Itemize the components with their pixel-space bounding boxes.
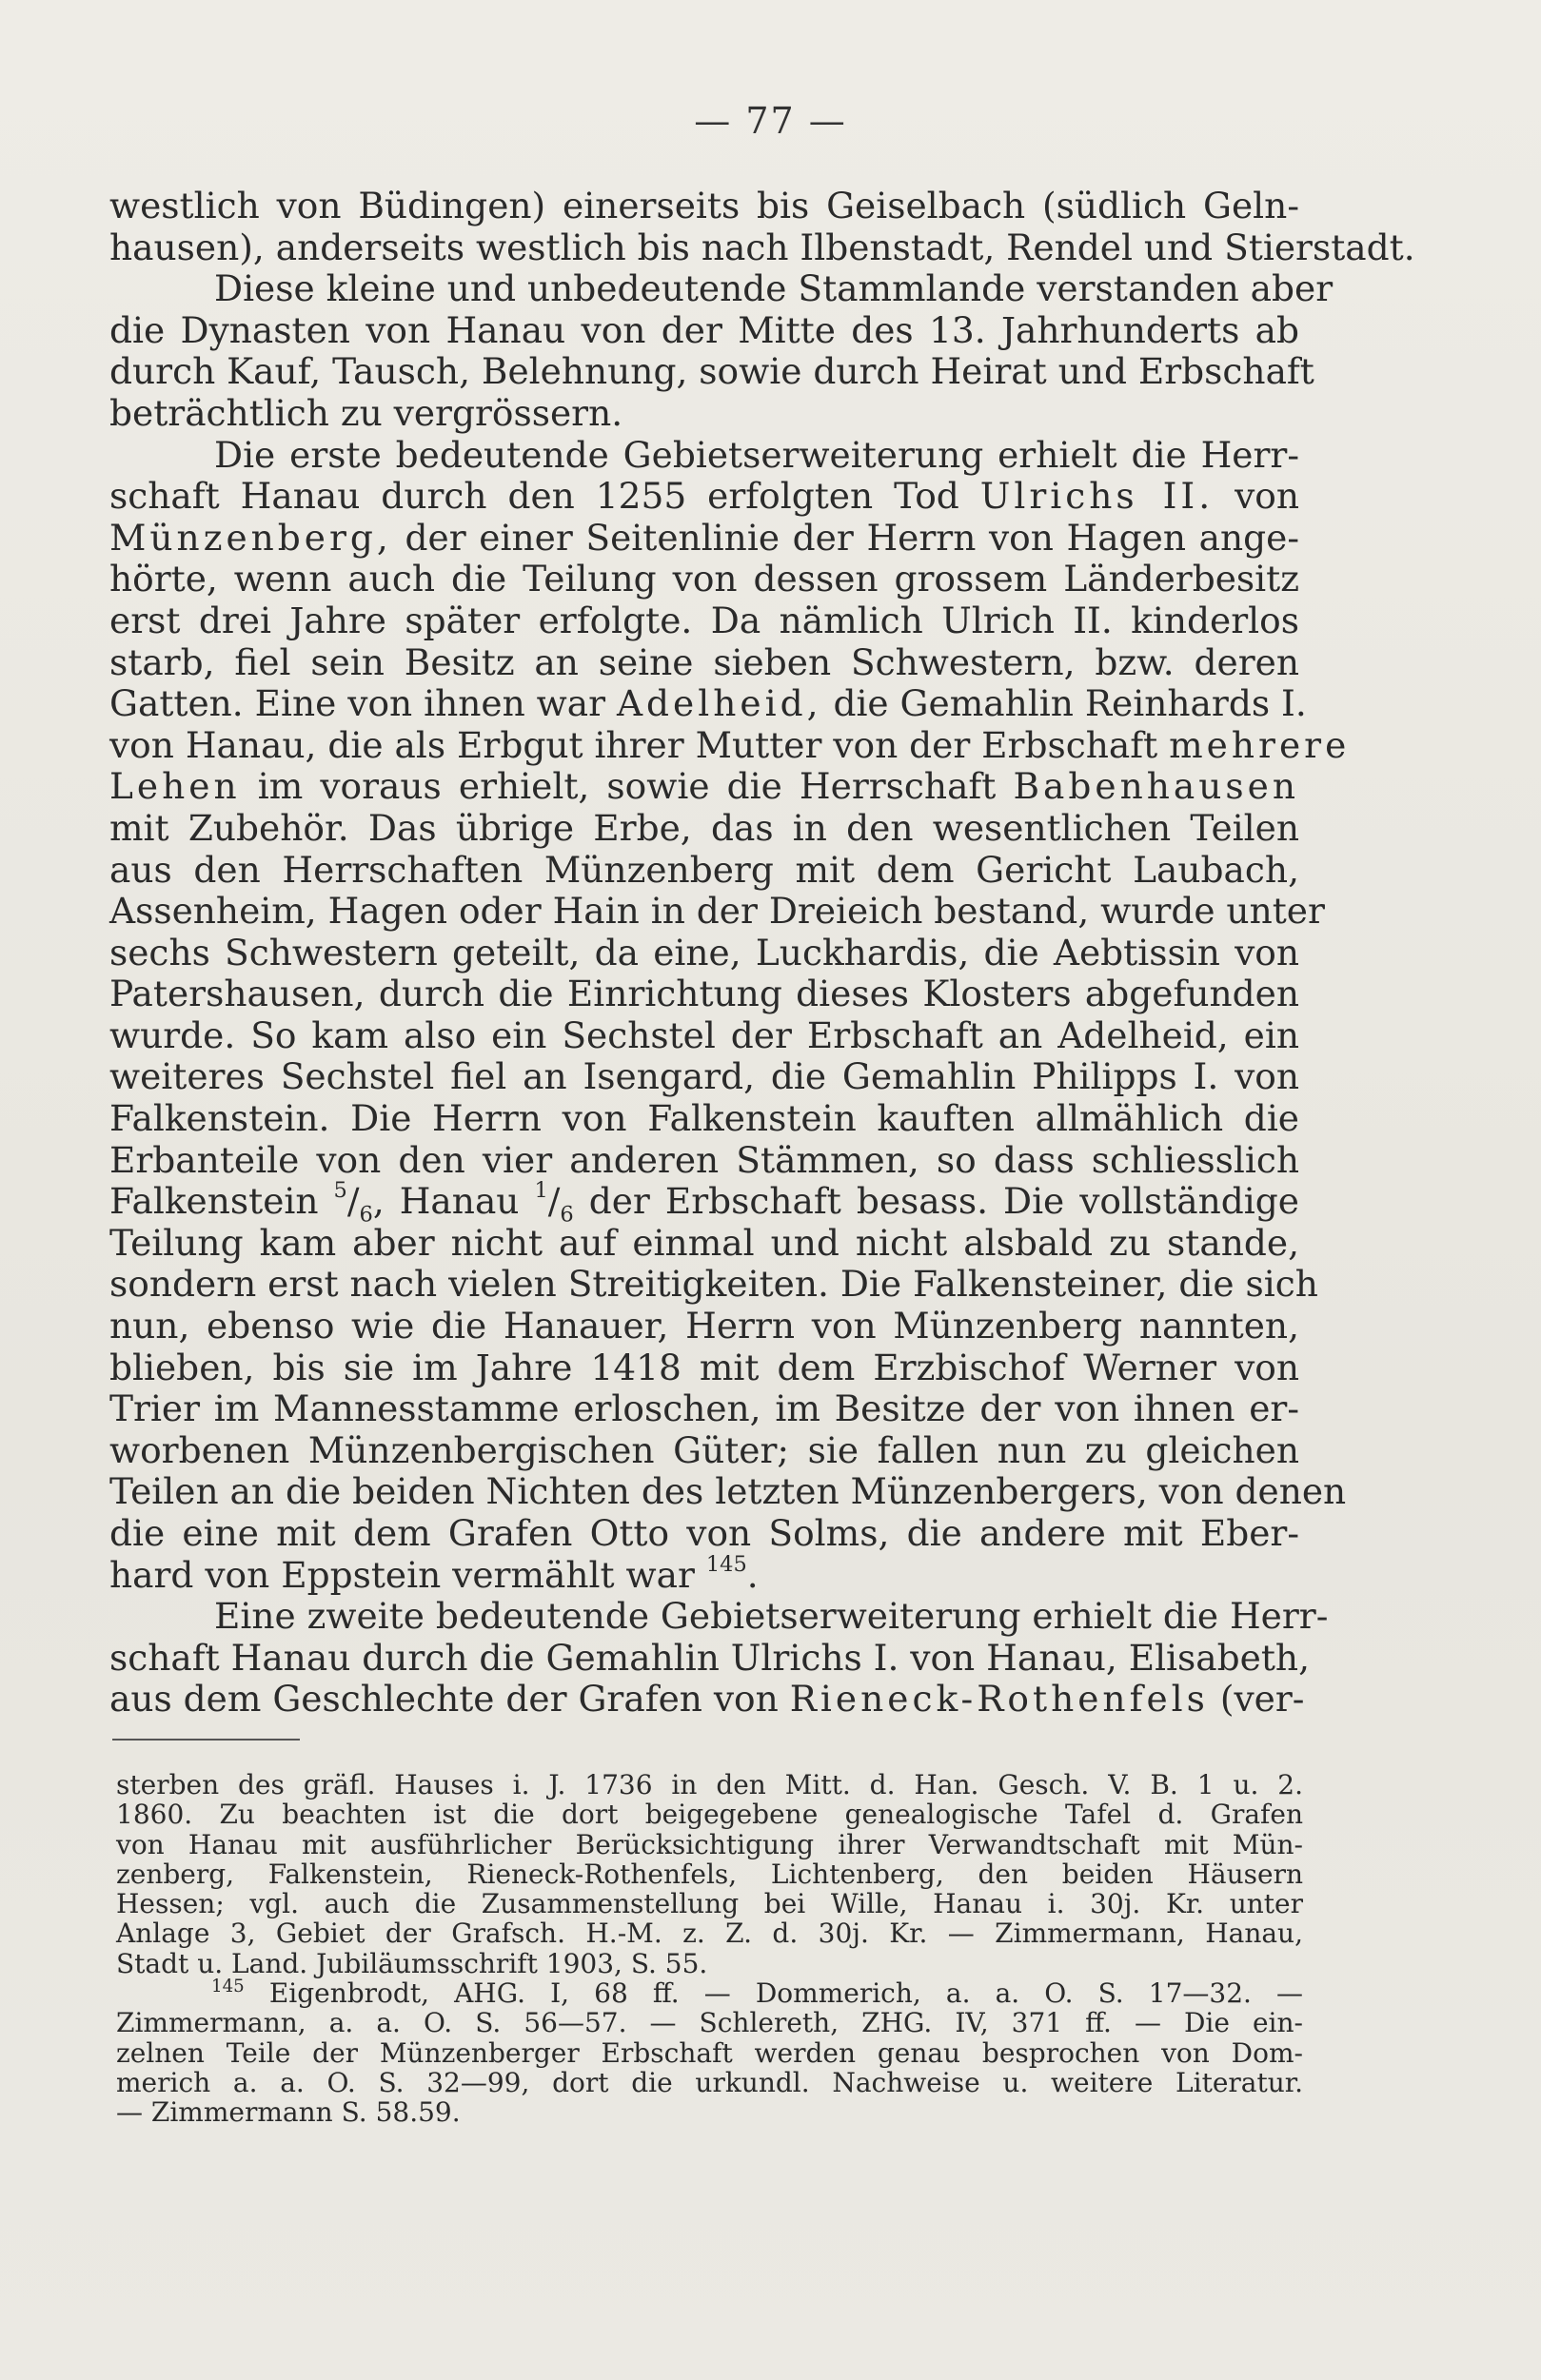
fraction-denominator: 6	[560, 1202, 574, 1228]
footnote-line: Zimmermann, a. a. O. S. 56—57. — Schlereth, ZHG. IV, 371 ff. — Die ein-	[116, 2007, 1303, 2039]
footnote-line: von Hanau mit ausführlicher Berücksichtigung ihrer Verwandtschaft mit Mün-	[116, 1828, 1303, 1860]
text-run: von Hanau, die als Erbgut ihrer Mutter von der Erbschaft	[109, 723, 1158, 766]
fraction-numerator: 5	[333, 1178, 347, 1204]
text-line: hörte, wenn auch die Teilung von dessen grossem Länderbesitz	[109, 558, 1299, 600]
text-run: .	[746, 1553, 759, 1596]
text-line: die Dynasten von Hanau von der Mitte des 13. Jahrhunderts ab	[109, 308, 1299, 351]
spaced-name: Ulrichs II.	[979, 475, 1215, 518]
footnote-line: Stadt u. Land. Jubiläumsschrift 1903, S. 55.	[116, 1947, 708, 1979]
text-line	[109, 518, 1299, 560]
text-line: nun, ebenso wie die Hanauer, Herrn von Münzenberg nannten,	[109, 1305, 1299, 1347]
text-run: aus dem Geschlechte der Grafen von	[109, 1678, 779, 1721]
text-line: weiteres Sechstel fiel an Isengard, die Gemahlin Philipps I. von	[109, 1055, 1299, 1098]
text-line: beträchtlich zu vergrössern.	[109, 391, 623, 434]
text-line: sondern erst nach vielen Streitigkeiten. Die Falkensteiner, die sich	[109, 1263, 1318, 1306]
spaced-name: Rieneck-Rothenfels	[789, 1678, 1209, 1721]
spaced-word: mehrere	[1169, 723, 1351, 766]
text-line	[109, 1678, 1305, 1721]
text-run: Gatten. Eine von ihnen war	[109, 682, 606, 725]
text-line	[109, 766, 1299, 808]
text-line: Assenheim, Hagen oder Hain in der Dreieich bestand, wurde unter	[109, 890, 1325, 933]
text-run: (ver-	[1219, 1678, 1305, 1721]
text-line: wurde. So kam also ein Sechstel der Erbschaft an Adelheid, ein	[109, 1013, 1299, 1056]
fraction-one-sixth: $^1/_6$	[534, 1178, 574, 1228]
text-run: die Gemahlin Reinhards I.	[833, 682, 1307, 725]
text-line: erst drei Jahre später erfolgte. Da nämlich Ulrich II. kinderlos	[109, 599, 1299, 641]
text-line: Die erste bedeutende Gebietserweiterung erhielt die Herr-	[214, 433, 1299, 476]
fraction-denominator: 6	[359, 1202, 373, 1228]
footnotes	[116, 1770, 1303, 2128]
footnote-line: 1860. Zu beachten ist die dort beigegebene genealogische Tafel d. Grafen	[116, 1799, 1303, 1831]
text-line	[109, 476, 1299, 518]
main-text	[109, 185, 1415, 1721]
footnote-separator	[112, 1739, 300, 1741]
footnote-ref: 145	[705, 1551, 747, 1577]
text-line: sechs Schwestern geteilt, da eine, Luckhardis, die Aebtissin von	[109, 931, 1299, 974]
text-run: im voraus erhielt, sowie die Herrschaft	[257, 765, 997, 808]
text-line: mit Zubehör. Das übrige Erbe, das in den wesentlichen Teilen	[109, 806, 1299, 849]
footnote-line: sterben des gräfl. Hauses i. J. 1736 in den Mitt. d. Han. Gesch. V. B. 1 u. 2.	[116, 1769, 1303, 1800]
text-line: starb, fiel sein Besitz an seine sieben Schwestern, bzw. deren	[109, 640, 1299, 683]
text-line: Patershausen, durch die Einrichtung dieses Klosters abgefunden	[109, 973, 1299, 1015]
footnote-line: — Zimmermann S. 58.59.	[116, 2096, 461, 2129]
spaced-name: Münzenberg,	[109, 516, 392, 559]
text-line: hausen), anderseits westlich bis nach Ilbenstadt, Rendel und Stierstadt.	[109, 226, 1415, 268]
page-number: — 77 —	[694, 100, 847, 142]
text-line: Erbanteile von den vier anderen Stämmen, so dass schliesslich	[109, 1138, 1299, 1181]
text-line: Teilung kam aber nicht auf einmal und nicht alsbald zu stande,	[109, 1221, 1299, 1264]
text-run: Eigenbrodt, AHG. I, 68 ff. — Dommerich, a. a. O. S. 17—32. —	[268, 1977, 1304, 2010]
spaced-word: Lehen	[109, 765, 241, 808]
spaced-name: Adelheid,	[616, 682, 822, 725]
text-run: , Hanau	[372, 1180, 520, 1223]
footnote-line: merich a. a. O. S. 32—99, dort die urkundl. Nachweise u. weitere Literatur.	[116, 2066, 1303, 2098]
footnote-line: zenberg, Falkenstein, Rieneck-Rothenfels, Lichtenberg, den beiden Häusern	[116, 1858, 1303, 1890]
text-line: die eine mit dem Grafen Otto von Solms, die andere mit Eber-	[109, 1512, 1299, 1554]
text-run: der Erbschaft besass. Die vollständige	[588, 1180, 1300, 1223]
footnote-line: Hessen; vgl. auch die Zusammenstellung bei Wille, Hanau i. 30j. Kr. unter	[116, 1888, 1303, 1920]
text-run: schaft Hanau durch den 1255 erfolgten Tod	[109, 475, 959, 518]
fraction-numerator: 1	[534, 1178, 548, 1204]
footnote-line: Anlage 3, Gebiet der Grafsch. H.-M. z. Z. d. 30j. Kr. — Zimmermann, Hanau,	[116, 1918, 1303, 1950]
text-line: worbenen Münzenbergischen Güter; sie fallen nun zu gleichen	[109, 1428, 1299, 1471]
text-line: schaft Hanau durch die Gemahlin Ulrichs I. von Hanau, Elisabeth,	[109, 1636, 1310, 1679]
text-run: Falkenstein	[109, 1180, 319, 1223]
fraction-five-sixths: $^5/_6$	[333, 1178, 373, 1228]
footnote-line: zelnen Teile der Münzenberger Erbschaft werden genau besprochen von Dom-	[116, 2036, 1303, 2069]
text-line: durch Kauf, Tausch, Belehnung, sowie durch Heirat und Erbschaft	[109, 350, 1314, 393]
text-line: Eine zweite bedeutende Gebietserweiterung erhielt die Herr-	[214, 1595, 1329, 1638]
text-line: Teilen an die beiden Nichten des letzten Münzenbergers, von denen	[109, 1470, 1347, 1513]
text-line	[109, 723, 1351, 767]
text-line: blieben, bis sie im Jahre 1418 mit dem Erzbischof Werner von	[109, 1346, 1299, 1388]
text-line: Diese kleine und unbedeutende Stammlande verstanden aber	[214, 267, 1334, 310]
text-line	[109, 1551, 1299, 1597]
footnote-number: 145	[211, 1977, 245, 1997]
text-line: westlich von Büdingen) einerseits bis Geiselbach (südlich Geln-	[109, 185, 1299, 226]
spaced-name: Babenhausen	[1013, 765, 1300, 808]
text-line: Falkenstein. Die Herrn von Falkenstein kauften allmählich die	[109, 1097, 1299, 1140]
text-line: aus den Herrschaften Münzenberg mit dem Gericht Laubach,	[109, 848, 1299, 891]
footnote-line	[116, 1978, 1303, 2008]
text-run: der einer Seitenlinie der Herrn von Hagen ange-	[405, 516, 1299, 559]
text-line: Trier im Mannesstamme erloschen, im Besitze der von ihnen er-	[109, 1387, 1299, 1430]
text-run: hard von Eppstein vermählt war	[109, 1553, 695, 1596]
text-line	[109, 1178, 1300, 1228]
text-line	[109, 682, 1307, 725]
text-run: von	[1235, 475, 1300, 518]
